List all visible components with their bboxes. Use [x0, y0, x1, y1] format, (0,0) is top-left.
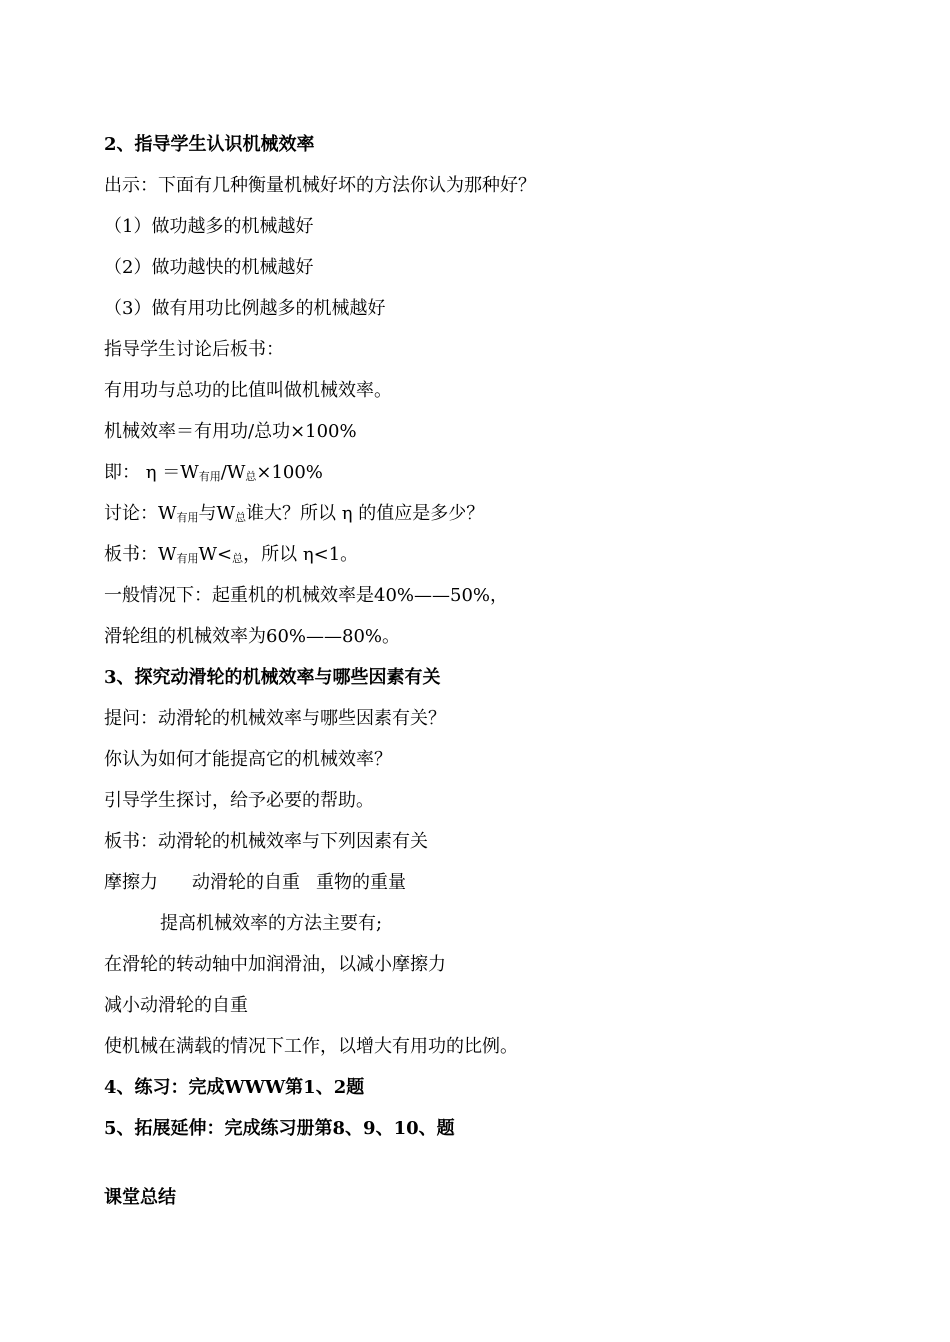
board-line [104, 537, 884, 578]
discussion-tail: 谁大？所以 η 的值应是多少？ [246, 503, 485, 524]
formula-prefix: 即： [104, 462, 140, 483]
board-factors: 板书：动滑轮的机械效率与下列因素有关 [104, 831, 428, 852]
factor-pulley-weight: 动滑轮的自重 [192, 872, 300, 893]
option-2: （2）做功越快的机械越好 [104, 257, 314, 278]
summary-heading: 课堂总结 [104, 1187, 176, 1208]
factor-friction: 摩擦力 [104, 872, 158, 893]
eta-symbol: η [145, 462, 157, 483]
show-question: 出示：下面有几种衡量机械好坏的方法你认为那种好？ [104, 175, 536, 196]
pulley-efficiency: 滑轮组的机械效率为60%——80%。 [104, 626, 401, 647]
method-1: 在滑轮的转动轴中加润滑油，以减小摩擦力 [104, 954, 446, 975]
board-tail: ，所以 η<1。 [243, 544, 359, 565]
methods-intro: 提高机械效率的方法主要有; [160, 913, 383, 934]
option-3: （3）做有用功比例越多的机械越好 [104, 298, 386, 319]
factors-row [104, 865, 884, 906]
subscript-total: 总 [245, 470, 257, 483]
board-mid: W< [198, 544, 233, 565]
efficiency-formula-symbolic [104, 455, 884, 496]
lead-text: 引导学生探讨，给予必要的帮助。 [104, 790, 374, 811]
section-4-heading: 4、练习：完成WWW第1、2题 [104, 1077, 365, 1098]
section-2-heading: 2、指导学生认识机械效率 [104, 134, 315, 155]
question-1: 提问：动滑轮的机械效率与哪些因素有关？ [104, 708, 446, 729]
formula-tail: ×100% [256, 462, 323, 483]
formula-slash: /W [220, 462, 246, 483]
question-2: 你认为如何才能提高它的机械效率？ [104, 749, 392, 770]
method-2: 减小动滑轮的自重 [104, 995, 248, 1016]
board-prefix: 板书：W [104, 544, 177, 565]
section-3-heading: 3、探究动滑轮的机械效率与哪些因素有关 [104, 667, 441, 688]
discussion-line [104, 496, 884, 537]
subscript-total: 总 [232, 552, 244, 565]
formula-eq: ＝W [162, 462, 199, 483]
factor-load-weight: 重物的重量 [316, 872, 406, 893]
section-5-heading: 5、拓展延伸：完成练习册第8、9、10、题 [104, 1118, 455, 1139]
efficiency-formula: 机械效率＝有用功/总功×100% [104, 421, 357, 442]
discussion-prefix: 讨论：W [104, 503, 177, 524]
guide-text: 指导学生讨论后板书： [104, 339, 284, 360]
subscript-useful: 有用 [176, 511, 199, 524]
discussion-mid: 与W [198, 503, 236, 524]
subscript-total: 总 [235, 511, 247, 524]
subscript-useful: 有用 [198, 470, 221, 483]
crane-efficiency: 一般情况下：起重机的机械效率是40%——50%， [104, 585, 509, 606]
method-3: 使机械在满载的情况下工作，以增大有用功的比例。 [104, 1036, 518, 1057]
efficiency-definition: 有用功与总功的比值叫做机械效率。 [104, 380, 392, 401]
document-body [104, 127, 884, 1221]
option-1: （1）做功越多的机械越好 [104, 216, 314, 237]
subscript-useful: 有用 [176, 552, 199, 565]
